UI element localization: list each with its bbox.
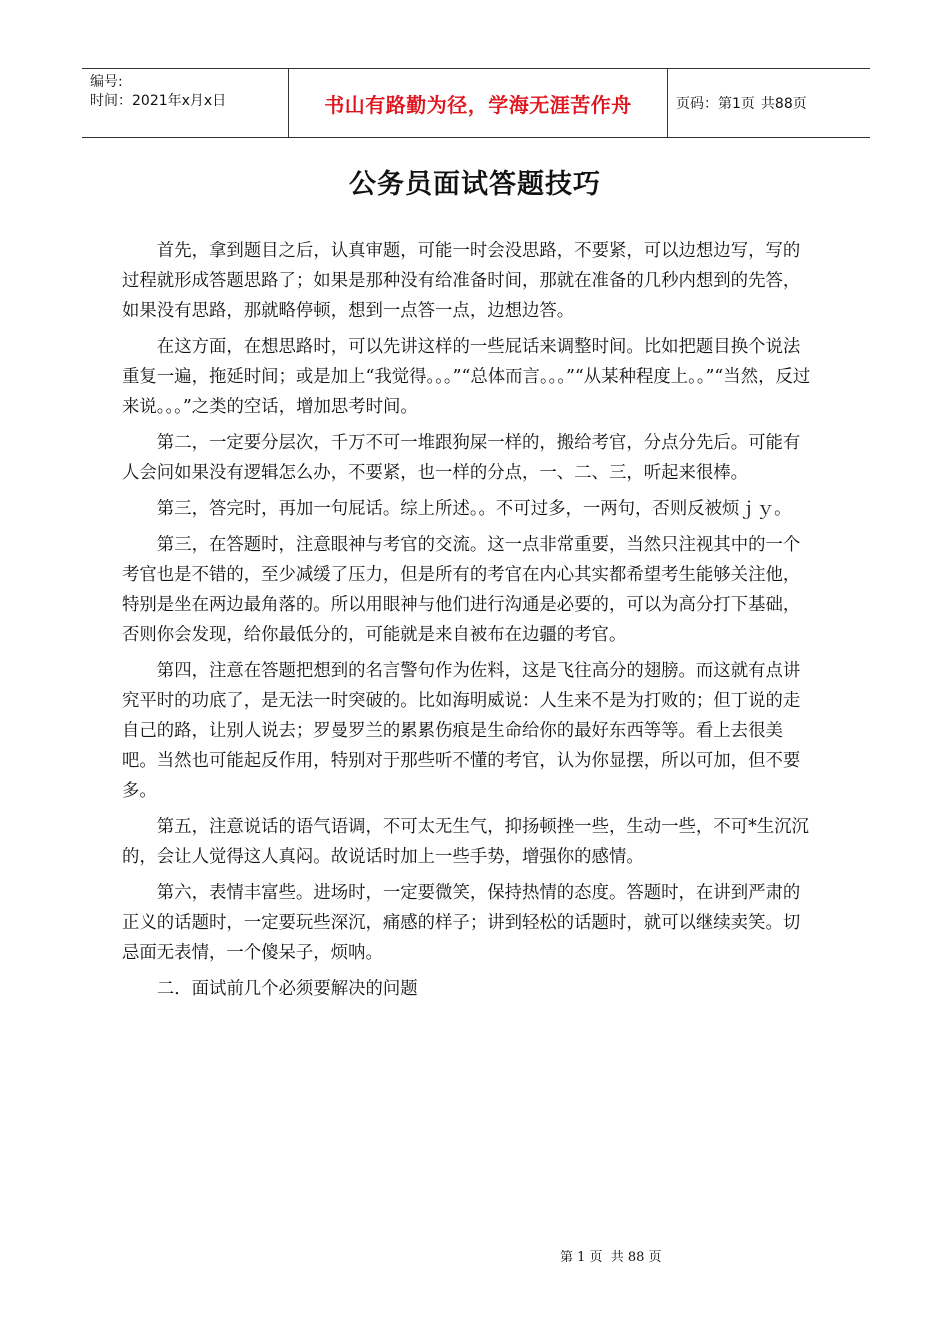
paragraph: 第三，答完时，再加一句屁话。综上所述。。不可过多，一两句，否则反被烦ｊｙ。 — [156, 499, 792, 519]
paragraph: 第四，注意在答题把想到的名言警句作为佐料，这是飞往高分的翅膀。而这就有点讲究平时的功底了，是无法一时突破的。比如海明威说：人生来不是为打败的；但丁说的走自己的路，让别人说去；罗曼罗兰的累累伤痕是生命给你的最好东西等等。看上去很美吧。当然也可能起反作用，特别对于那些听不懂的考官，认为你显摆，所以可加，但不要多。 — [122, 661, 801, 801]
paragraph: 首先，拿到题目之后，认真审题，可能一时会没思路，不要紧，可以边想边写，写的过程就形成答题思路了；如果是那种没有给准备时间，那就在准备的几秒内想到的先答，如果没有思路，那就略停顿，想到一点答一点，边想边答。 — [122, 241, 801, 321]
document-title: 公务员面试答题技巧 — [349, 169, 601, 200]
footer-total: 共 88 页 — [610, 1250, 662, 1265]
page-footer — [560, 1246, 662, 1265]
header-info — [82, 69, 289, 137]
page-label: 页码：第1页 — [676, 96, 755, 112]
total-label: 共88页 — [760, 96, 807, 112]
footer-page: 第 1 页 — [560, 1250, 603, 1265]
paragraph: 第五，注意说话的语气语调，不可太无生气，抑扬顿挫一些，生动一些，不可*生沉沉的，会让人觉得这人真闷。故说话时加上一些手势，增强你的感情。 — [122, 817, 809, 867]
number-label: 编号: — [90, 74, 123, 90]
paragraph: 第二，一定要分层次，千万不可一堆跟狗屎一样的，搬给考官，分点分先后。可能有人会问如果没有逻辑怎么办，不要紧，也一样的分点，一、二、三，听起来很棒。 — [122, 433, 801, 483]
time-label: 时间：2021年x月x日 — [90, 93, 227, 109]
page-header — [82, 68, 870, 138]
document-body — [122, 236, 812, 1004]
paragraph: 在这方面，在想思路时，可以先讲这样的一些屁话来调整时间。比如把题目换个说法重复一遍，拖延时间；或是加上“我觉得。。。”“总体而言。。。”“从某种程度上。。”“当然，反过来说。。。”之类的空话，增加思考时间。 — [122, 337, 811, 417]
header-motto: 书山有路勤为径，学海无涯苦作舟 — [289, 69, 668, 137]
header-page-info — [668, 69, 870, 137]
section-heading: 二．面试前几个必须要解决的问题 — [156, 979, 418, 999]
paragraph: 第三，在答题时，注意眼神与考官的交流。这一点非常重要，当然只注视其中的一个考官也是不错的，至少减缓了压力，但是所有的考官在内心其实都希望考生能够关注他，特别是坐在两边最角落的。所以用眼神与他们进行沟通是必要的，可以为高分打下基础，否则你会发现，给你最低分的，可能就是来自被布在边疆的考官。 — [122, 535, 801, 645]
paragraph: 第六，表情丰富些。进场时，一定要微笑，保持热情的态度。答题时，在讲到严肃的正义的话题时，一定要玩些深沉，痛感的样子；讲到轻松的话题时，就可以继续卖笑。切忌面无表情，一个傻呆子，烦呐。 — [122, 883, 801, 963]
